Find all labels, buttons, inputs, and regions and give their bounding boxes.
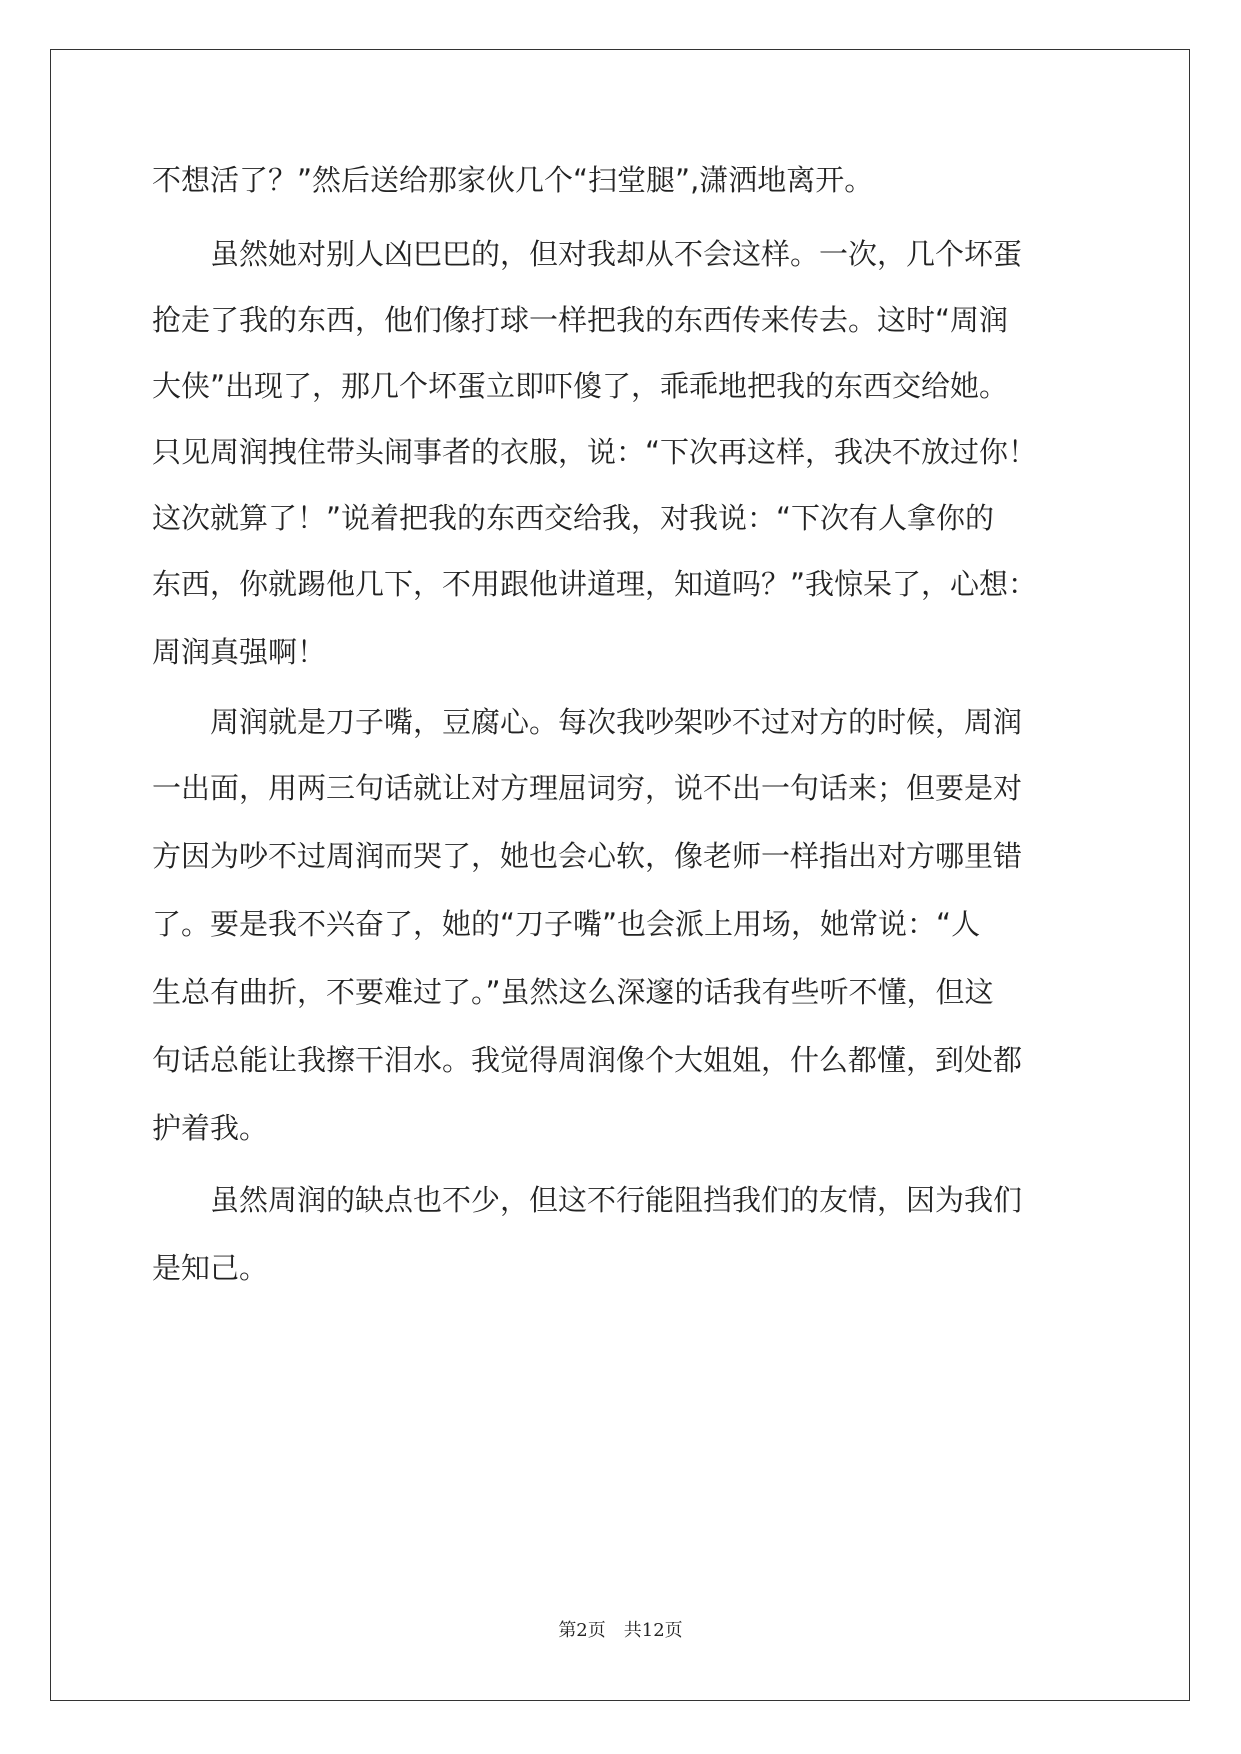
paragraph-first-line: 虽然她对别人凶巴巴的，但对我却从不会这样。一次，几个坏蛋: [210, 237, 1023, 271]
text-line: 东西，你就踢他几下，不用跟他讲道理，知道吗？”我惊呆了，心想：: [152, 567, 1038, 601]
text-line: 护着我。: [152, 1111, 269, 1145]
paragraph-first-line: 周润就是刀子嘴，豆腐心。每次我吵架吵不过对方的时候，周润: [210, 705, 1023, 739]
text-line: 是知己。: [152, 1251, 269, 1285]
text-line: 生总有曲折，不要难过了。”虽然这么深邃的话我有些听不懂，但这: [152, 975, 994, 1009]
text-line: 不想活了？”然后送给那家伙几个“扫堂腿”,潇洒地离开。: [152, 163, 874, 197]
text-line: 抢走了我的东西，他们像打球一样把我的东西传来传去。这时“周润: [152, 303, 1009, 337]
text-line: 了。要是我不兴奋了，她的“刀子嘴”也会派上用场，她常说：“人: [152, 907, 981, 941]
text-line: 大侠”出现了，那几个坏蛋立即吓傻了，乖乖地把我的东西交给她。: [152, 369, 1009, 403]
text-line: 这次就算了！”说着把我的东西交给我，对我说：“下次有人拿你的: [152, 501, 995, 535]
page-number-footer: 第2页 共12页: [558, 1620, 683, 1641]
text-line: 只见周润拽住带头闹事者的衣服，说：“下次再这样，我决不放过你！: [152, 435, 1038, 469]
paragraph-first-line: 虽然周润的缺点也不少，但这不行能阻挡我们的友情，因为我们: [210, 1183, 1023, 1217]
text-line: 句话总能让我擦干泪水。我觉得周润像个大姐姐，什么都懂，到处都: [152, 1043, 1023, 1077]
text-line: 方因为吵不过周润而哭了，她也会心软，像老师一样指出对方哪里错: [152, 839, 1023, 873]
text-line: 一出面，用两三句话就让对方理屈词穷，说不出一句话来；但要是对: [152, 771, 1023, 805]
text-line: 周润真强啊！: [152, 635, 327, 669]
